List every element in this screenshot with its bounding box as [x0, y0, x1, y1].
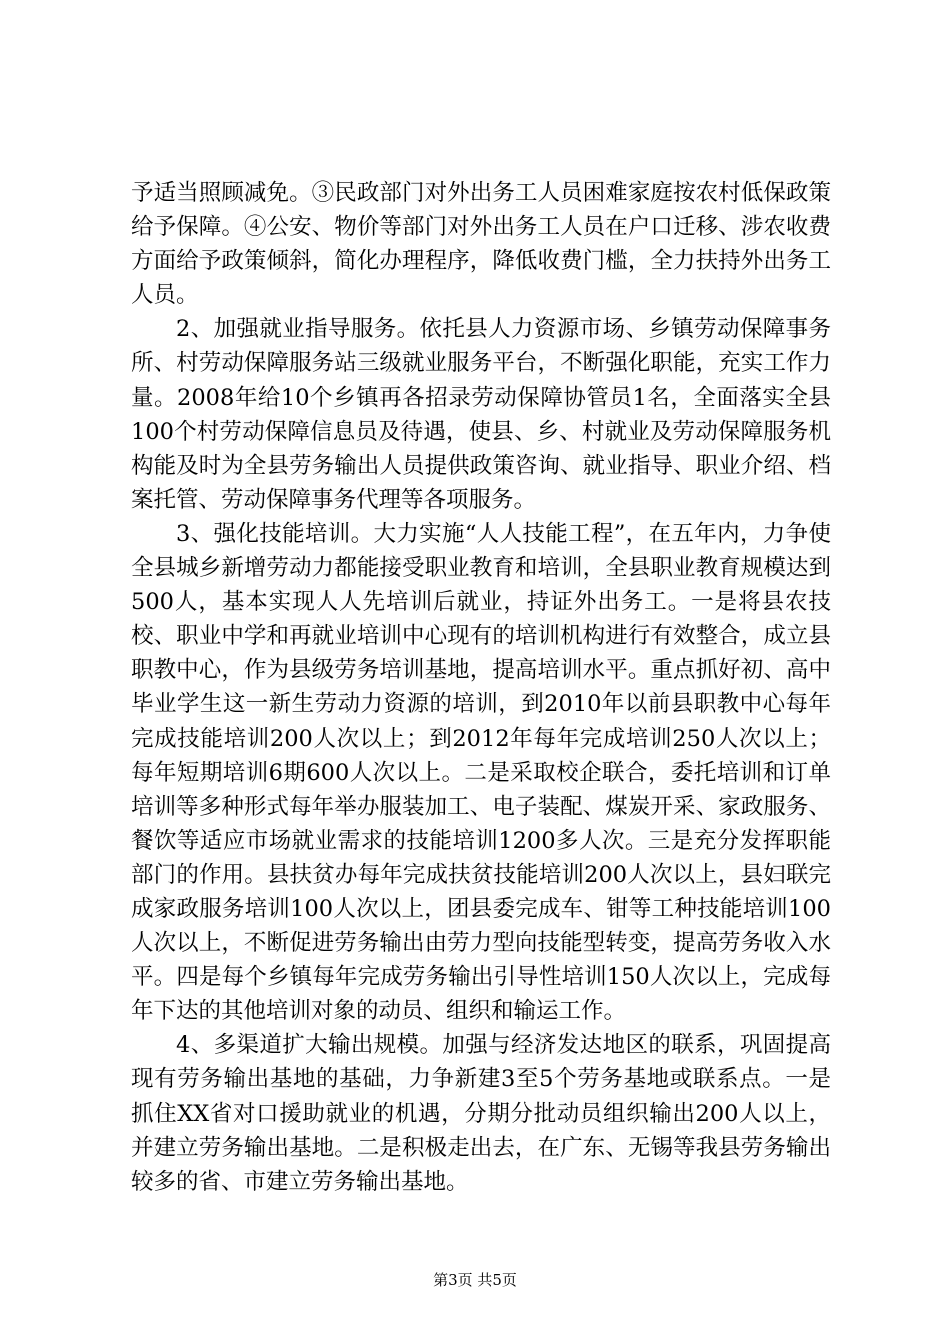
document-body — [131, 176, 831, 1199]
paragraph-4: 4、多渠道扩大输出规模。加强与经济发达地区的联系，巩固提高现有劳务输出基地的基础，力争新建3至5个劳务基地或联系点。一是抓住XX省对口援助就业的机遇，分期分批动员组织输出200人以上，并建立劳务输出基地。二是积极走出去，在广东、无锡等我县劳务输出较多的省、市建立劳务输出基地。 — [131, 1032, 831, 1195]
page-number-footer: 第3页 共5页 — [433, 1271, 517, 1289]
paragraph-1: 予适当照顾减免。③民政部门对外出务工人员困难家庭按农村低保政策给予保障。④公安、物价等部门对外出务工人员在户口迁移、涉农收费方面给予政策倾斜，简化办理程序，降低收费门槛，全力扶持外出务工人员。 — [131, 180, 831, 309]
paragraph-3: 3、强化技能培训。大力实施“人人技能工程”，在五年内，力争使全县城乡新增劳动力都能接受职业教育和培训，全县职业教育规模达到500人，基本实现人人先培训后就业，持证外出务工。一是将县农技校、职业中学和再就业培训中心现有的培训机构进行有效整合，成立县职教中心，作为县级劳务培训基地，提高培训水平。重点抓好初、高中毕业学生这一新生劳动力资源的培训，到2010年以前县职教中心每年完成技能培训200人次以上；到2012年每年完成培训250人次以上；每年短期培训6期600人次以上。二是采取校企联合，委托培训和订单培训等多种形式每年举办服装加工、电子装配、煤炭开采、家政服务、餐饮等适应市场就业需求的技能培训1200多人次。三是充分发挥职能部门的作用。县扶贫办每年完成扶贫技能培训200人次以上，县妇联完成家政服务培训100人次以上，团县委完成车、钳等工种技能培训100人次以上，不断促进劳务输出由劳力型向技能型转变，提高劳务收入水平。四是每个乡镇每年完成劳务输出引导性培训150人次以上，完成每年下达的其他培训对象的动员、组织和输运工作。 — [131, 520, 831, 1025]
paragraph-2: 2、加强就业指导服务。依托县人力资源市场、乡镇劳动保障事务所、村劳动保障服务站三级就业服务平台，不断强化职能，充实工作力量。2008年给10个乡镇再各招录劳动保障协管员1名，全面落实全县100个村劳动保障信息员及待遇，使县、乡、村就业及劳动保障服务机构能及时为全县劳务输出人员提供政策咨询、就业指导、职业介绍、档案托管、劳动保障事务代理等各项服务。 — [131, 316, 831, 513]
